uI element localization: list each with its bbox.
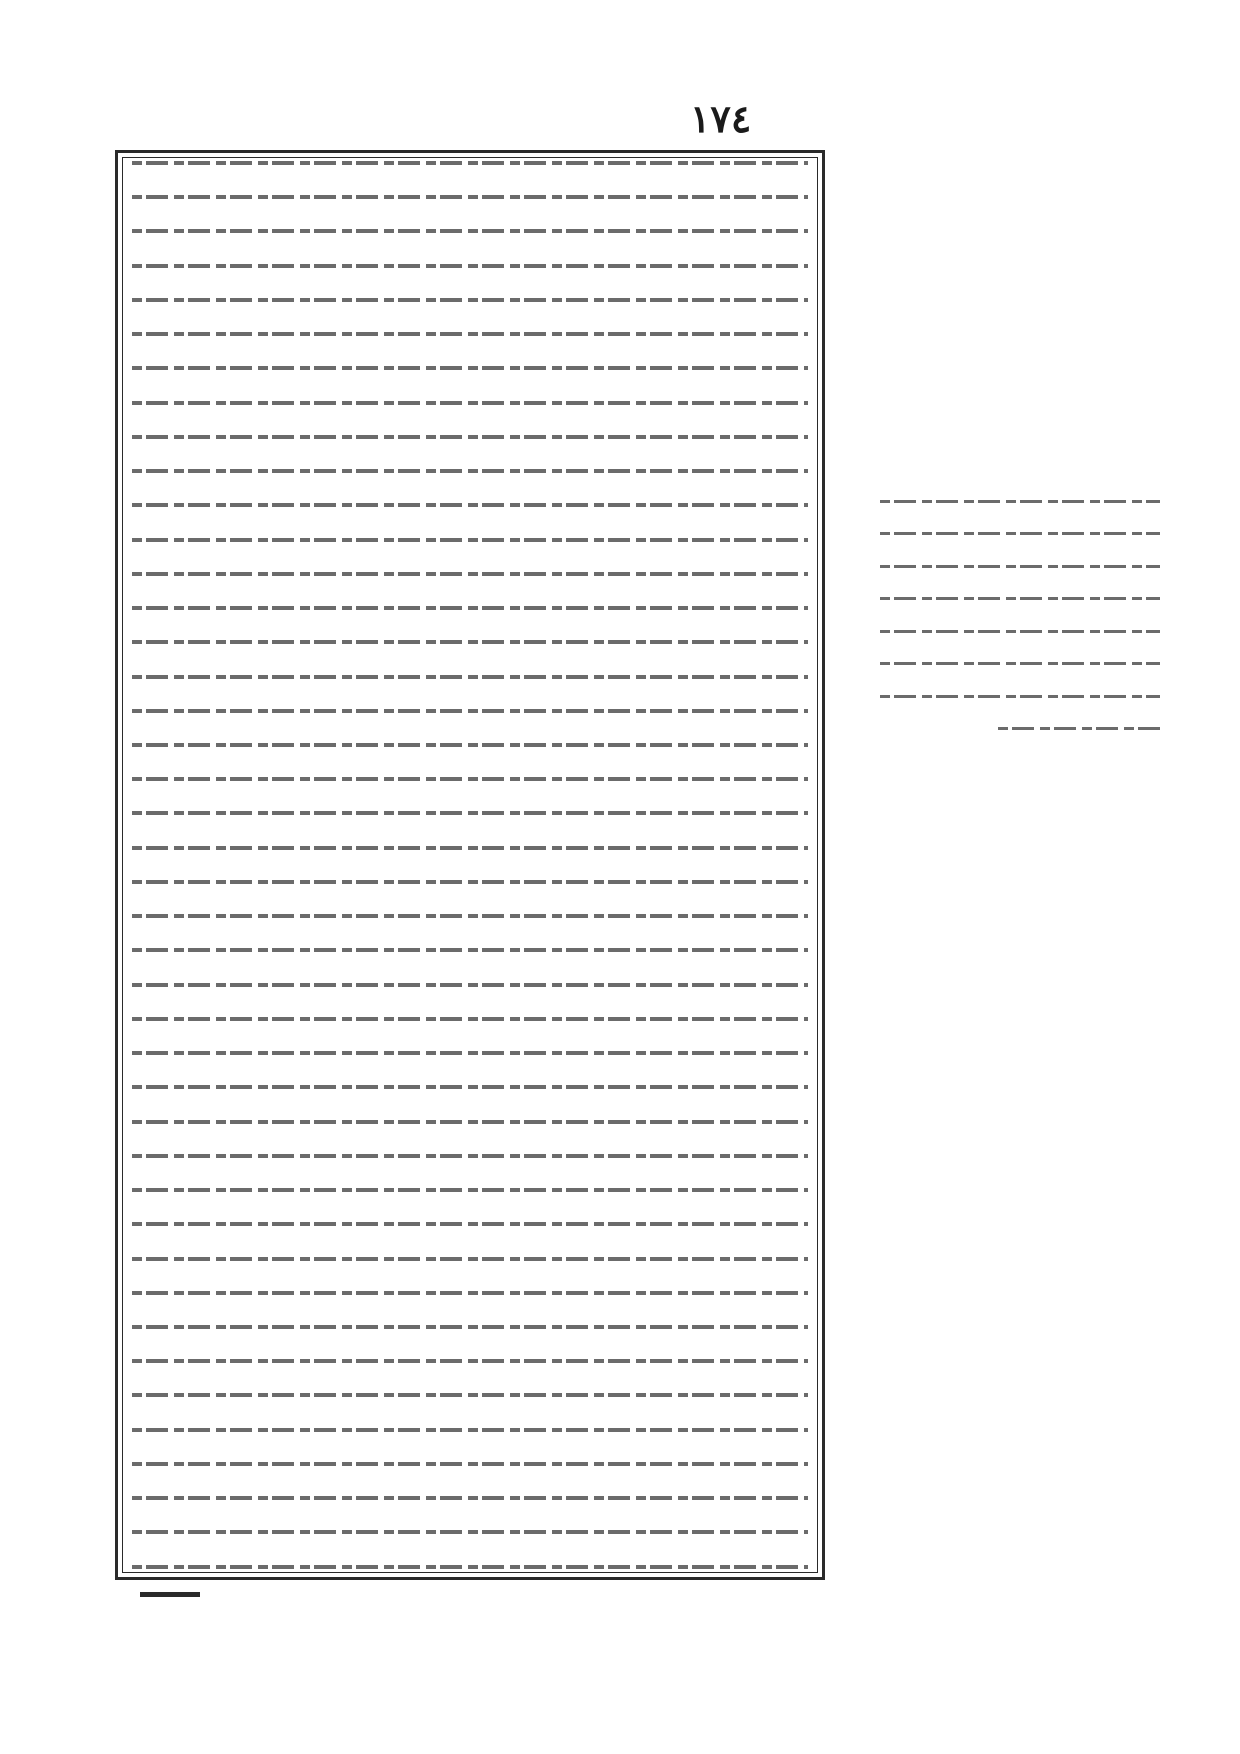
- main-text-line: [132, 1359, 808, 1363]
- main-text-frame: [115, 150, 825, 1580]
- main-text-line: [132, 983, 808, 987]
- main-text-line: [132, 1462, 808, 1466]
- main-text-line: [132, 298, 808, 302]
- main-text-line: [132, 743, 808, 747]
- main-text-line: [132, 948, 808, 952]
- main-text-line: [132, 1393, 808, 1397]
- margin-note-line: [880, 695, 1160, 698]
- main-text-line: [132, 606, 808, 610]
- main-text-line: [132, 1120, 808, 1124]
- margin-note-line: [998, 727, 1160, 730]
- main-text-line: [132, 161, 808, 165]
- main-text-line: [132, 1154, 808, 1158]
- main-text-line: [132, 880, 808, 884]
- catchword: [140, 1592, 200, 1597]
- margin-note-line: [880, 565, 1160, 568]
- main-text-line: [132, 195, 808, 199]
- main-text-line: [132, 914, 808, 918]
- margin-note-line: [880, 500, 1160, 503]
- margin-note-line: [880, 630, 1160, 633]
- main-text-line: [132, 675, 808, 679]
- main-text-line: [132, 1085, 808, 1089]
- main-text-line: [132, 811, 808, 815]
- main-text-line: [132, 469, 808, 473]
- main-text-line: [132, 503, 808, 507]
- main-text-line: [132, 640, 808, 644]
- main-text-line: [132, 709, 808, 713]
- main-text-line: [132, 1222, 808, 1226]
- margin-note-line: [880, 662, 1160, 665]
- margin-note-line: [880, 597, 1160, 600]
- main-text-line: [132, 1017, 808, 1021]
- main-text-line: [132, 401, 808, 405]
- main-text-line: [132, 777, 808, 781]
- main-text-line: [132, 1565, 808, 1569]
- main-text-line: [132, 1428, 808, 1432]
- main-text-line: [132, 538, 808, 542]
- page-number: ١٧٤: [690, 96, 752, 141]
- margin-note: [880, 500, 1160, 730]
- main-text-line: [132, 1291, 808, 1295]
- main-text-line: [132, 1530, 808, 1534]
- main-text-line: [132, 332, 808, 336]
- main-text-line: [132, 1051, 808, 1055]
- main-text-line: [132, 572, 808, 576]
- main-text-block: [132, 161, 808, 1569]
- main-text-line: [132, 229, 808, 233]
- main-text-line: [132, 435, 808, 439]
- main-text-line: [132, 1188, 808, 1192]
- main-text-line: [132, 1496, 808, 1500]
- main-text-line: [132, 846, 808, 850]
- margin-note-line: [880, 532, 1160, 535]
- main-text-line: [132, 264, 808, 268]
- main-text-line: [132, 1257, 808, 1261]
- main-text-line: [132, 366, 808, 370]
- main-text-line: [132, 1325, 808, 1329]
